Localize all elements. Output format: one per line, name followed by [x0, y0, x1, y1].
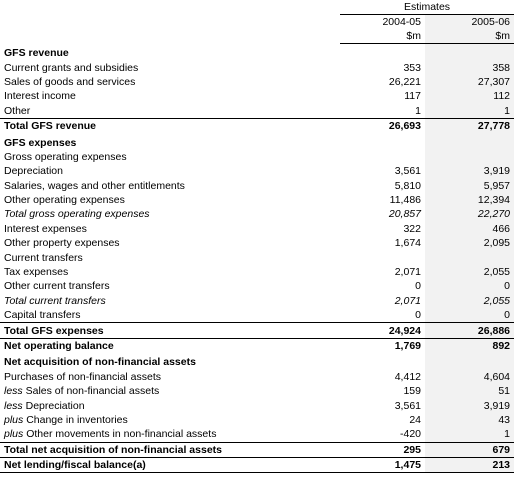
row-label-text: Other movements in non-financial assets [26, 428, 217, 441]
table-row [0, 294, 514, 308]
value-2005-06: 4,604 [425, 370, 514, 384]
row-prefix: less [4, 399, 23, 412]
row-label-text: Interest income [4, 90, 76, 103]
table-row [0, 323, 514, 338]
row-label-text: Depreciation [25, 399, 85, 412]
row-label [0, 236, 340, 250]
table-row [0, 250, 514, 264]
value-2005-06: 12,394 [425, 193, 514, 207]
row-label [0, 193, 340, 207]
value-2004-05: 353 [403, 61, 421, 74]
row-label-text: Other operating expenses [4, 194, 125, 207]
value-2005-06: 0 [425, 279, 514, 293]
row-label-text: Purchases of non-financial assets [4, 370, 162, 383]
table-row [0, 353, 514, 369]
value-2004-05: 3,561 [394, 399, 421, 412]
table-row [0, 89, 514, 103]
row-label [0, 294, 340, 308]
value-2004-05: 4,412 [394, 370, 421, 383]
header-row-estimates [0, 0, 514, 15]
value-2004-05: 0 [415, 309, 421, 322]
table-row [0, 207, 514, 221]
table-row [0, 384, 514, 398]
row-label-text: Change in inventories [26, 413, 128, 426]
table-row [0, 150, 514, 164]
row-label [0, 338, 340, 353]
value-2004-05 [340, 150, 425, 164]
value-2004-05: 322 [403, 222, 421, 235]
row-label-text: Total current transfers [4, 294, 106, 307]
row-label [0, 104, 340, 119]
value-2005-06: 892 [425, 338, 514, 353]
value-2005-06: 358 [425, 60, 514, 74]
row-label [0, 250, 340, 264]
row-label [0, 207, 340, 221]
row-label [0, 457, 340, 472]
value-2004-05: 1,475 [340, 457, 425, 472]
row-label-text: Total GFS revenue [4, 120, 96, 133]
row-label [0, 279, 340, 293]
table-row [0, 413, 514, 427]
value-2005-06 [425, 353, 514, 369]
value-2005-06: 43 [425, 413, 514, 427]
row-label-text: Capital transfers [4, 309, 81, 322]
table-row [0, 308, 514, 323]
table-row [0, 236, 514, 250]
value-2005-06: 213 [425, 457, 514, 472]
row-label [0, 222, 340, 236]
table-row [0, 442, 514, 457]
row-label [0, 413, 340, 427]
row-label [0, 370, 340, 384]
row-label [0, 323, 340, 338]
row-label [0, 179, 340, 193]
year-2005-06-heading: 2005-06 [425, 15, 514, 30]
value-2004-05: 26,221 [388, 75, 421, 88]
value-2005-06: 466 [425, 222, 514, 236]
value-2004-05: 2,071 [394, 266, 421, 279]
value-2005-06: 27,307 [425, 75, 514, 89]
table-row [0, 75, 514, 89]
value-2005-06: 51 [425, 384, 514, 398]
table-row [0, 104, 514, 119]
table-row [0, 44, 514, 61]
row-label-text: Sales of goods and services [4, 75, 136, 88]
value-2004-05: -420 [399, 428, 421, 441]
table-row [0, 179, 514, 193]
row-label-text: Current transfers [4, 251, 83, 264]
table-body [0, 44, 514, 473]
row-label [0, 89, 340, 103]
row-label-text: Net acquisition of non-financial assets [4, 356, 196, 369]
row-label [0, 75, 340, 89]
unit-col-a: $m [340, 29, 425, 44]
header-row-years [0, 15, 514, 30]
value-2004-05: 11,486 [389, 194, 421, 207]
value-2004-05: 295 [340, 442, 425, 457]
table-row [0, 222, 514, 236]
value-2004-05: 159 [403, 385, 421, 398]
value-2005-06: 0 [425, 308, 514, 323]
value-2004-05: 5,810 [394, 179, 421, 192]
row-label-text: Total gross operating expenses [4, 208, 150, 221]
value-2004-05 [340, 250, 425, 264]
value-2005-06: 3,919 [425, 398, 514, 412]
value-2005-06: 112 [425, 89, 514, 103]
value-2004-05: 24 [409, 413, 421, 426]
row-label-text: Total net acquisition of non-financial assets [4, 443, 222, 456]
row-label [0, 265, 340, 279]
row-label [0, 150, 340, 164]
row-label-text: Salaries, wages and other entitlements [4, 179, 185, 192]
row-label [0, 308, 340, 323]
row-label [0, 164, 340, 178]
table-row [0, 427, 514, 442]
row-label-text: Gross operating expenses [4, 150, 127, 163]
row-label-text: Total GFS expenses [4, 324, 104, 337]
table-row [0, 457, 514, 472]
table-row [0, 279, 514, 293]
value-2004-05: 1,769 [340, 338, 425, 353]
table-row [0, 370, 514, 384]
table-row [0, 193, 514, 207]
row-label [0, 60, 340, 74]
row-label-text: GFS revenue [4, 46, 69, 59]
row-label-text: Other [4, 104, 31, 117]
row-label-text: Depreciation [4, 165, 63, 178]
value-2005-06 [425, 150, 514, 164]
value-2005-06: 2,055 [425, 265, 514, 279]
value-2004-05: 3,561 [394, 165, 421, 178]
row-label [0, 44, 340, 61]
row-label [0, 384, 340, 398]
value-2005-06: 1 [425, 427, 514, 442]
value-2004-05: 117 [404, 90, 421, 103]
value-2004-05: 2,071 [394, 294, 421, 307]
row-label-text: Net lending/fiscal balance(a) [4, 459, 146, 472]
value-2004-05: 24,924 [340, 323, 425, 338]
row-label-text: Other current transfers [4, 280, 110, 293]
value-2004-05 [340, 133, 425, 149]
row-label [0, 118, 340, 133]
value-2005-06: 26,886 [425, 323, 514, 338]
value-2005-06: 1 [425, 104, 514, 119]
value-2004-05: 20,857 [388, 208, 421, 221]
row-label-text: Other property expenses [4, 237, 120, 250]
value-2004-05: 1 [415, 104, 421, 117]
value-2005-06 [425, 44, 514, 61]
value-2005-06: 5,957 [425, 179, 514, 193]
row-prefix: less [4, 385, 23, 398]
value-2004-05: 1,674 [394, 237, 421, 250]
value-2005-06: 22,270 [425, 207, 514, 221]
estimates-heading: Estimates [340, 0, 514, 15]
row-label-text: Sales of non-financial assets [25, 385, 160, 398]
row-label-text: GFS expenses [4, 136, 77, 149]
row-label-text: Interest expenses [4, 222, 87, 235]
value-2005-06 [425, 133, 514, 149]
row-label-text: Current grants and subsidies [4, 61, 139, 74]
value-2004-05: 0 [415, 280, 421, 293]
row-label-text: Tax expenses [4, 266, 69, 279]
row-label [0, 353, 340, 369]
row-prefix: plus [4, 413, 24, 426]
table-row [0, 398, 514, 412]
row-label [0, 133, 340, 149]
row-label-text: Net operating balance [4, 340, 114, 352]
value-2005-06: 3,919 [425, 164, 514, 178]
value-2005-06: 2,095 [425, 236, 514, 250]
table-row [0, 338, 514, 353]
value-2005-06: 27,778 [425, 118, 514, 133]
unit-col-b: $m [425, 29, 514, 44]
row-label [0, 442, 340, 457]
table-row [0, 164, 514, 178]
table-row [0, 265, 514, 279]
header-row-units [0, 29, 514, 44]
table-row [0, 60, 514, 74]
value-2005-06: 679 [425, 442, 514, 457]
value-2004-05 [340, 44, 425, 61]
row-label [0, 398, 340, 412]
table-row [0, 118, 514, 133]
value-2005-06: 2,055 [425, 294, 514, 308]
value-2004-05 [340, 353, 425, 369]
value-2005-06 [425, 250, 514, 264]
row-label [0, 427, 340, 442]
row-prefix: plus [4, 428, 24, 441]
value-2004-05: 26,693 [340, 118, 425, 133]
table-row [0, 133, 514, 149]
year-2004-05-heading: 2004-05 [382, 16, 421, 28]
